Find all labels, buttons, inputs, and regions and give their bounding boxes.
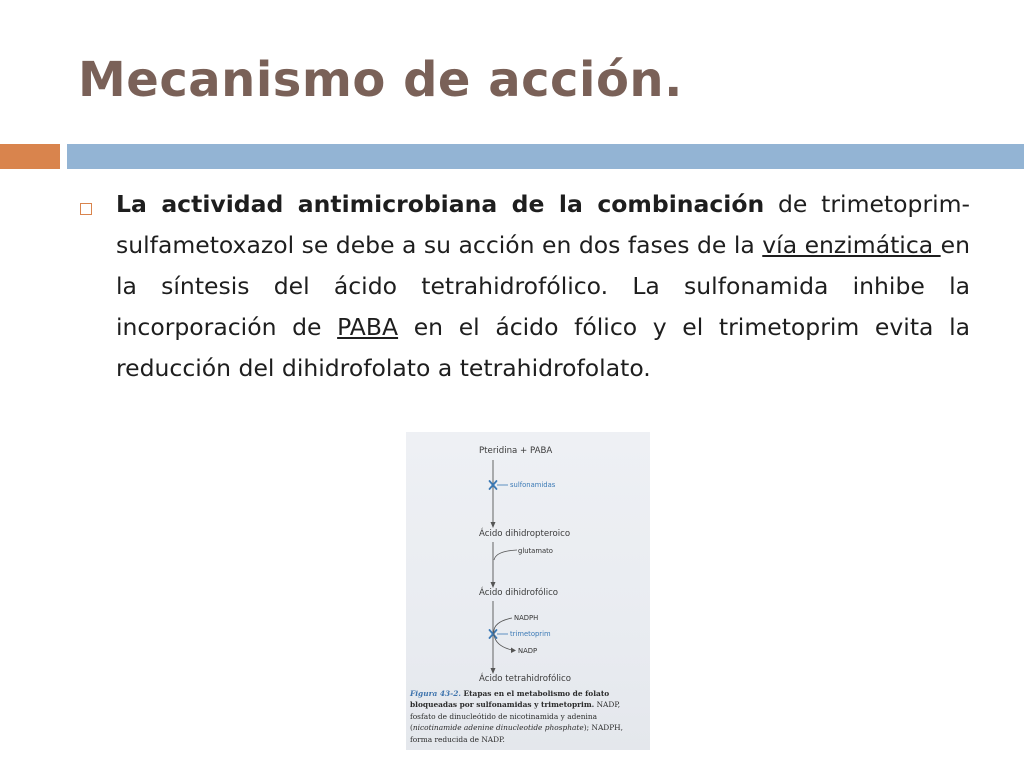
bullet-paragraph	[116, 184, 970, 389]
accent-bar-blue	[67, 144, 1024, 169]
arrowhead-icon	[491, 522, 496, 528]
pathway-step-text: Ácido tetrahidrofólico	[479, 674, 572, 684]
link-paba[interactable]: PABA	[337, 313, 399, 341]
inhibitor-label: sulfonamidas	[510, 481, 556, 489]
square-bullet-icon	[80, 203, 92, 215]
cofactor-arrow	[494, 550, 517, 560]
arrowhead-icon	[511, 648, 516, 654]
folate-pathway-figure	[406, 432, 650, 750]
cofactor-label: NADP	[518, 647, 538, 655]
cofactor-label: NADPH	[514, 614, 539, 622]
caption-italic-text: nicotinamide adenine dinucleotide phosphate	[412, 723, 584, 733]
caption-bold-text: Etapas en el metabolismo de folato bloqueadas por sulfonamidas y trimetoprim.	[410, 689, 610, 710]
paragraph-text: en la síntesis del ácido tetrahidrofólico. La sulfonamida inhibe la incorporación de	[116, 231, 970, 341]
figure-caption	[410, 688, 646, 745]
link-via-enzimatica[interactable]: vía enzimática	[762, 231, 941, 259]
caption-text: ); NADPH, forma reducida de NADP.	[410, 723, 623, 744]
pathway-step-text: Pteridina + PABA	[479, 446, 553, 456]
pathway-step-text: Ácido dihidrofólico	[479, 588, 559, 598]
figure-label: Figura 43-2.	[410, 689, 461, 698]
slide-title: Mecanismo de acción.	[78, 52, 683, 108]
caption-text: NADP, fosfato de dinucleótido de nicotinamida y adenina (	[410, 700, 621, 733]
inhibitor-label: trimetoprim	[510, 630, 551, 638]
paragraph-text: de trimetoprim-sulfametoxazol se debe a su acción en dos fases de la	[116, 190, 970, 259]
paragraph-text: en el ácido fólico y el trimetoprim evita la reducción del dihidrofolato a tetrahidrofolato.	[116, 313, 970, 382]
accent-bar-orange	[0, 144, 60, 169]
cofactor-label: glutamato	[518, 547, 553, 555]
bold-lead-text: La actividad antimicrobiana de la combinación	[116, 190, 765, 218]
pathway-step-text: Ácido dihidropteroico	[479, 529, 571, 539]
